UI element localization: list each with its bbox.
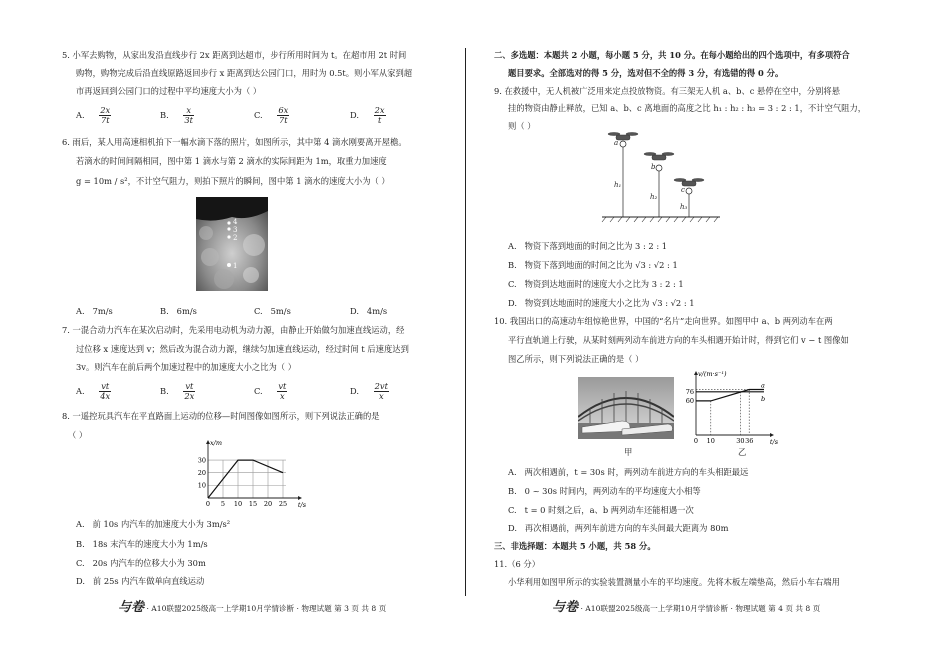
q10-option-c[interactable]: C. t = 0 时刻之后，a、b 两列动车还能相遇一次: [508, 505, 694, 515]
section2-line2: 题目要求。全部选对的得 5 分，选对但不全的得 3 分，有选错的得 0 分。: [508, 68, 784, 78]
q9-option-b[interactable]: B. 物资下落到地面的时间之比为 √3 : √2 : 1: [508, 260, 678, 270]
series-label-a: a: [761, 381, 765, 390]
q6-line3: g = 10m / s²，不计空气阻力，则拍下照片的瞬间，图中第 1 滴水的速度大小为（ ）: [76, 176, 390, 186]
q11-line1: 11.（6 分）: [494, 559, 541, 569]
q7-option-d[interactable]: D. $\frac{2vt}{x}$: [350, 381, 388, 401]
figure-label-jia: 甲: [624, 447, 633, 457]
drone-label-b: b: [651, 163, 656, 171]
raindrop-photo: [196, 197, 268, 291]
series-label-b: b: [761, 394, 766, 403]
x-tick-label: 15: [248, 500, 258, 508]
q6-line1: 6. 雨后，某人用高速相机拍下一幅水滴下落的照片，如图所示，其中第 4 滴水刚要离开屋檐。: [62, 137, 407, 147]
section2-line1: 二、多选题：本题共 2 小题，每小题 5 分，共 10 分。在每小题给出的四个选项中，有多项符合: [494, 50, 850, 60]
q9-option-d[interactable]: D. 物资到达地面时的速度大小之比为 √3 : √2 : 1: [508, 298, 695, 308]
x-axis-arrow: [770, 433, 774, 437]
column-divider: [465, 48, 466, 596]
logo: 与卷: [552, 600, 579, 615]
series-line-x-t: [208, 460, 283, 498]
q9-line2: 挂的物资由静止释放，已知 a、b、c 离地面的高度之比 h₁ : h₂ : h₃ = 3 : 2 : 1，不计空气阻力，: [508, 103, 867, 113]
q7-line1: 7. 一混合动力汽车在某次启动时，先采用电动机为动力源，由静止开始做匀加速直线运动，经: [62, 325, 405, 335]
vt-chart: [678, 369, 782, 445]
drone-label-a: a: [614, 139, 619, 147]
drone-figure-drawing: [600, 131, 722, 223]
height-label-h3: h₃: [680, 203, 688, 211]
x-tick-label: 20: [263, 500, 273, 508]
fraction: $\frac{vt}{2x}$: [184, 381, 195, 401]
q11-line2: 小华利用如图甲所示的实验装置测量小车的平均速度。先将木板左端垫高，然后小车右端用: [508, 577, 840, 587]
x-tick-label: 25: [278, 500, 288, 508]
q6-option-a[interactable]: A. 7m/s: [76, 306, 113, 316]
drop-label-3: 3: [233, 226, 238, 234]
y-tick-label: 76: [685, 388, 694, 396]
q5-line2: 购物，购物完成后沿直线原路返回步行 x 距离到达公园门口，用时为 0.5t。则小军从家到超: [76, 68, 413, 78]
y-axis-label: x/m: [210, 439, 223, 447]
q6-option-b[interactable]: B. 6m/s: [160, 306, 197, 316]
x-tick-label: 0: [693, 437, 699, 445]
x-axis-label: t/s: [297, 501, 307, 509]
x-tick-label: 5: [220, 500, 226, 508]
raindrop-photo-figure: [196, 197, 268, 291]
q7-option-c[interactable]: C. $\frac{vt}{x}$: [254, 381, 287, 401]
y-tick-label: 60: [685, 397, 694, 406]
drone-figure: [600, 131, 722, 223]
fraction: $\frac{6x}{7t}$: [278, 105, 289, 125]
y-tick-label: 20: [197, 468, 206, 477]
q9-line3: 则（ ）: [508, 121, 536, 131]
train-photo-figure: [578, 377, 674, 439]
drop-label-2: 2: [233, 234, 238, 242]
fraction: $\frac{2x}{t}$: [374, 105, 385, 125]
figure-label-yi: 乙: [738, 447, 747, 457]
fraction: $\frac{2vt}{x}$: [374, 381, 388, 401]
q5-option-b[interactable]: B. $\frac{x}{3t}$: [160, 105, 194, 125]
y-axis-label: v/(m·s⁻¹): [698, 370, 727, 378]
q10-option-a[interactable]: A. 两次相遇前，t = 30s 时，两列动车前进方向的车头相距最远: [508, 467, 749, 477]
q9-option-a[interactable]: A. 物资下落到地面的时间之比为 3 : 2 : 1: [508, 241, 668, 251]
q8-option-b[interactable]: B. 18s 末汽车的速度大小为 1m/s: [76, 539, 208, 549]
x-axis-label: t/s: [769, 438, 779, 445]
q8-line1: 8. 一遥控玩具汽车在平直路面上运动的位移—时间图像如图所示，则下列说法正确的是: [62, 411, 380, 421]
q8-option-c[interactable]: C. 20s 内汽车的位移大小为 30m: [76, 558, 206, 568]
q7-option-a[interactable]: A. $\frac{vt}{4x}$: [76, 381, 111, 401]
q6-line2: 若滴水的时间间隔相同，图中第 1 滴水与第 2 滴水的实际间距为 1m，取重力加速度: [76, 156, 387, 166]
x-tick-label: 36: [745, 437, 754, 445]
drop-label-1: 1: [233, 262, 238, 270]
section3-heading: 三、非选择题：本题共 5 小题，共 58 分。: [494, 541, 656, 551]
q10-option-d[interactable]: D. 再次相遇前，两列车前进方向的车头间最大距离为 80m: [508, 523, 729, 533]
x-tick-label: 10: [233, 500, 243, 508]
x-tick-label: 30: [736, 437, 745, 445]
q8-option-d[interactable]: D. 前 25s 内汽车做单向直线运动: [76, 576, 205, 586]
q7-option-b[interactable]: B. $\frac{vt}{2x}$: [160, 381, 195, 401]
drone-label-c: c: [681, 186, 685, 194]
y-tick-label: 30: [197, 456, 206, 465]
height-label-h1: h₁: [614, 181, 622, 189]
q7-line2: 过位移 x 速度达到 v；然后改为混合动力源，继续匀加速直线运动，经过时间 t 后速度达到: [76, 344, 409, 354]
x-tick-label: 10: [706, 437, 715, 445]
q9-line1: 9. 在救援中，无人机被广泛用来定点投放物资。有三架无人机 a、b、c 悬停在空中，分别将悬: [494, 86, 841, 96]
q5-option-c[interactable]: C. $\frac{6x}{7t}$: [254, 105, 289, 125]
logo: 与卷: [118, 600, 145, 615]
footer-right: 与卷 · A10联盟2025级高一上学期10月学情诊断 · 物理试题 第 4 页 共 8 页: [552, 600, 821, 615]
q10-line2: 平行直轨道上行驶，从某时刻两列动车前进方向的车头相遇开始计时，得到它们 v − t 图像如: [508, 335, 849, 345]
y-tick-label: 10: [197, 481, 206, 490]
q8-option-a[interactable]: A. 前 10s 内汽车的加速度大小为 3m/s²: [76, 519, 231, 529]
footer-left: 与卷 · A10联盟2025级高一上学期10月学情诊断 · 物理试题 第 3 页 共 8 页: [118, 600, 387, 615]
q7-line3: 3v。则汽车在前后两个加速过程中的加速度大小之比为（ ）: [76, 362, 297, 372]
q6-option-c[interactable]: C. 5m/s: [254, 306, 291, 316]
q5-option-a[interactable]: A. $\frac{2x}{7t}$: [76, 105, 111, 125]
q8-line2: （ ）: [68, 430, 88, 440]
q9-option-c[interactable]: C. 物资到达地面时的速度大小之比为 3 : 2 : 1: [508, 279, 684, 289]
fraction: $\frac{x}{3t}$: [184, 105, 194, 125]
fraction: $\frac{vt}{x}$: [278, 381, 287, 401]
fraction: $\frac{2x}{7t}$: [100, 105, 111, 125]
x-tick-label: 0: [205, 500, 211, 508]
drop-label-4: 4: [233, 218, 238, 226]
train-photo: [578, 377, 674, 439]
fraction: $\frac{vt}{4x}$: [100, 381, 111, 401]
q10-line3: 图乙所示，则下列说法正确的是（ ）: [508, 354, 644, 364]
xt-chart: [192, 438, 308, 510]
height-label-h2: h₂: [650, 193, 658, 201]
q5-option-d[interactable]: D. $\frac{2x}{t}$: [350, 105, 385, 125]
q10-option-b[interactable]: B. 0 ~ 30s 时间内，两列动车的平均速度大小相等: [508, 486, 701, 496]
q10-line1: 10. 我国出口的高速动车组惊艳世界，中国的“名片”走向世界。如图甲中 a、b 两列动车在两: [494, 316, 833, 326]
q5-line3: 市再返回到公园门口的过程中平均速度大小为（ ）: [76, 86, 262, 96]
q6-option-d[interactable]: D. 4m/s: [350, 306, 388, 316]
q5-line1: 5. 小军去购物，从家出发沿直线步行 2x 距离到达超市，步行所用时间为 t。在超市用 2t 时间: [62, 50, 407, 60]
x-axis-arrow: [298, 496, 302, 500]
